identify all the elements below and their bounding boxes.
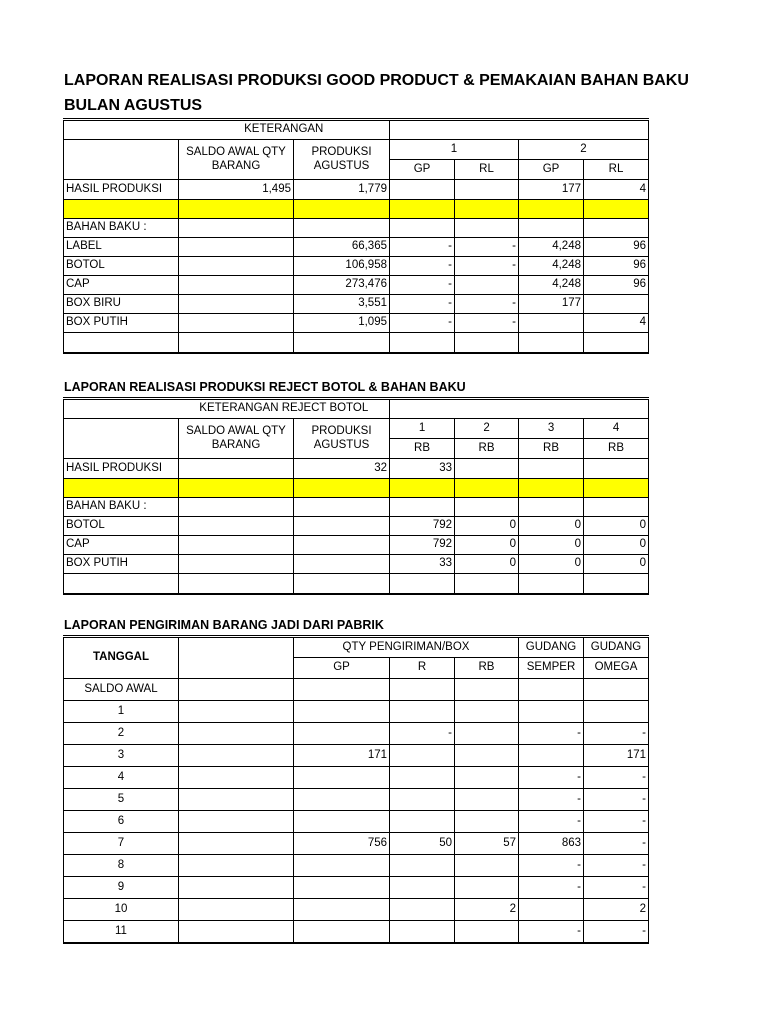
row-label: 2 bbox=[64, 723, 179, 745]
table-cell bbox=[390, 811, 455, 833]
table-cell: - bbox=[390, 257, 455, 276]
table-cell bbox=[390, 855, 455, 877]
table-cell: 2 bbox=[584, 899, 649, 921]
table-cell: 0 bbox=[519, 517, 584, 536]
table-row bbox=[64, 238, 649, 257]
table-cell: 171 bbox=[584, 745, 649, 767]
row-label: 10 bbox=[64, 899, 179, 921]
table-cell bbox=[455, 276, 519, 295]
table-cell: 177 bbox=[519, 180, 584, 200]
table-cell bbox=[455, 679, 519, 701]
report3-header-tanggal: TANGGAL bbox=[64, 637, 179, 679]
table-cell: 273,476 bbox=[294, 276, 390, 295]
table-row bbox=[64, 314, 649, 333]
table-cell bbox=[294, 517, 390, 536]
table-cell: - bbox=[519, 723, 584, 745]
report2-sub-header: RB bbox=[390, 439, 455, 459]
table-cell bbox=[179, 276, 294, 295]
table-cell bbox=[294, 767, 390, 789]
table-cell: 0 bbox=[455, 517, 519, 536]
table-cell: 2 bbox=[455, 899, 519, 921]
row-label: CAP bbox=[64, 276, 179, 295]
table-row bbox=[64, 877, 649, 899]
table-row bbox=[64, 855, 649, 877]
table-cell bbox=[179, 899, 294, 921]
table-cell: - bbox=[390, 276, 455, 295]
table-row bbox=[64, 811, 649, 833]
table-cell: - bbox=[519, 855, 584, 877]
report1-title: LAPORAN REALISASI PRODUKSI GOOD PRODUCT & PEMAKAIAN BAHAN BAKU bbox=[64, 72, 689, 89]
row-label: 7 bbox=[64, 833, 179, 855]
row-label: HASIL PRODUKSI bbox=[64, 180, 179, 200]
table-cell: 1,095 bbox=[294, 314, 390, 333]
report1-hasil-row bbox=[64, 180, 649, 200]
row-label: 6 bbox=[64, 811, 179, 833]
table-cell: 96 bbox=[584, 257, 649, 276]
table-cell bbox=[179, 459, 294, 479]
table-cell bbox=[179, 723, 294, 745]
table-cell: 57 bbox=[455, 833, 519, 855]
report2-group: 4 bbox=[584, 419, 649, 439]
report3-title: LAPORAN PENGIRIMAN BARANG JADI DARI PABRIK bbox=[64, 618, 384, 632]
table-cell: 171 bbox=[294, 745, 390, 767]
table-cell: 792 bbox=[390, 517, 455, 536]
table-cell: 50 bbox=[390, 833, 455, 855]
report2-bahan-label: BAHAN BAKU : bbox=[64, 498, 179, 517]
table-cell: 33 bbox=[390, 459, 455, 479]
table-cell: 1,495 bbox=[179, 180, 294, 200]
report3-header-gudang: GUDANG bbox=[519, 637, 584, 658]
row-label: 1 bbox=[64, 701, 179, 723]
table-cell bbox=[455, 877, 519, 899]
report2-header-keterangan: KETERANGAN REJECT BOTOL bbox=[179, 399, 390, 419]
report2-group: 3 bbox=[519, 419, 584, 439]
table-cell: - bbox=[584, 855, 649, 877]
report1-table bbox=[63, 118, 649, 354]
table-cell: - bbox=[390, 295, 455, 314]
table-cell bbox=[390, 701, 455, 723]
report1-header-saldo: SALDO AWAL QTY BARANG bbox=[179, 140, 294, 180]
row-label: 5 bbox=[64, 789, 179, 811]
table-cell: 4,248 bbox=[519, 238, 584, 257]
report3-table bbox=[63, 635, 649, 944]
row-label: BOTOL bbox=[64, 257, 179, 276]
row-label: CAP bbox=[64, 536, 179, 555]
table-cell: 863 bbox=[519, 833, 584, 855]
table-cell: - bbox=[390, 314, 455, 333]
table-cell bbox=[179, 745, 294, 767]
table-row bbox=[64, 536, 649, 555]
table-cell bbox=[390, 767, 455, 789]
table-cell bbox=[390, 789, 455, 811]
table-cell bbox=[519, 459, 584, 479]
report2-header-saldo: SALDO AWAL QTY BARANG bbox=[179, 419, 294, 459]
table-cell bbox=[455, 811, 519, 833]
report2-group: 1 bbox=[390, 419, 455, 439]
table-cell bbox=[179, 238, 294, 257]
table-cell: 3,551 bbox=[294, 295, 390, 314]
table-cell: - bbox=[455, 295, 519, 314]
table-cell bbox=[294, 855, 390, 877]
table-cell bbox=[584, 295, 649, 314]
table-cell bbox=[390, 877, 455, 899]
table-cell bbox=[179, 833, 294, 855]
row-label: BOTOL bbox=[64, 517, 179, 536]
table-cell: - bbox=[519, 921, 584, 943]
report1-sub-header: GP bbox=[519, 160, 584, 180]
report3-sub-header: SEMPER bbox=[519, 658, 584, 679]
row-label: HASIL PRODUKSI bbox=[64, 459, 179, 479]
report1-subtitle: BULAN AGUSTUS bbox=[64, 97, 203, 114]
table-cell bbox=[179, 789, 294, 811]
table-cell bbox=[179, 314, 294, 333]
table-cell bbox=[179, 855, 294, 877]
table-cell: - bbox=[455, 314, 519, 333]
table-cell: 1,779 bbox=[294, 180, 390, 200]
table-row bbox=[64, 276, 649, 295]
report3-header-gudang: GUDANG bbox=[584, 637, 649, 658]
row-label: 4 bbox=[64, 767, 179, 789]
report1-highlight-row bbox=[64, 200, 649, 219]
table-cell bbox=[584, 679, 649, 701]
table-cell bbox=[179, 877, 294, 899]
table-cell bbox=[179, 921, 294, 943]
report2-group: 2 bbox=[455, 419, 519, 439]
report1-sub-header: RL bbox=[455, 160, 519, 180]
table-row bbox=[64, 295, 649, 314]
table-cell bbox=[294, 921, 390, 943]
table-cell: - bbox=[584, 921, 649, 943]
table-cell bbox=[179, 517, 294, 536]
table-cell: 0 bbox=[455, 536, 519, 555]
report2-table bbox=[63, 397, 649, 595]
table-row bbox=[64, 257, 649, 276]
table-cell: - bbox=[455, 238, 519, 257]
row-label: BOX PUTIH bbox=[64, 314, 179, 333]
table-cell bbox=[294, 555, 390, 574]
table-cell: 4,248 bbox=[519, 276, 584, 295]
report2-hasil-row bbox=[64, 459, 649, 479]
table-row bbox=[64, 701, 649, 723]
table-cell: 177 bbox=[519, 295, 584, 314]
table-cell bbox=[519, 745, 584, 767]
table-row bbox=[64, 745, 649, 767]
table-cell bbox=[390, 180, 455, 200]
report1-group-2: 2 bbox=[519, 140, 649, 160]
table-cell bbox=[519, 679, 584, 701]
table-cell: 792 bbox=[390, 536, 455, 555]
table-cell: - bbox=[519, 789, 584, 811]
table-cell bbox=[179, 767, 294, 789]
table-cell bbox=[179, 701, 294, 723]
report1-header-produksi: PRODUKSI AGUSTUS bbox=[294, 140, 390, 180]
table-cell: 0 bbox=[584, 517, 649, 536]
table-cell: 66,365 bbox=[294, 238, 390, 257]
row-label: LABEL bbox=[64, 238, 179, 257]
table-cell bbox=[455, 459, 519, 479]
report2-sub-header: RB bbox=[584, 439, 649, 459]
table-cell bbox=[179, 555, 294, 574]
table-cell: - bbox=[455, 257, 519, 276]
table-row bbox=[64, 723, 649, 745]
table-cell bbox=[455, 723, 519, 745]
table-row bbox=[64, 921, 649, 943]
table-cell: - bbox=[584, 811, 649, 833]
report2-sub-header: RB bbox=[455, 439, 519, 459]
table-cell: 96 bbox=[584, 238, 649, 257]
table-cell bbox=[455, 701, 519, 723]
table-cell: 96 bbox=[584, 276, 649, 295]
table-cell: - bbox=[584, 789, 649, 811]
table-cell: - bbox=[519, 811, 584, 833]
table-cell bbox=[455, 855, 519, 877]
report1-bahan-label: BAHAN BAKU : bbox=[64, 219, 179, 238]
report2-title: LAPORAN REALISASI PRODUKSI REJECT BOTOL & BAHAN BAKU bbox=[64, 380, 466, 394]
table-cell: - bbox=[584, 767, 649, 789]
report2-header-produksi: PRODUKSI AGUSTUS bbox=[294, 419, 390, 459]
table-cell: 0 bbox=[584, 536, 649, 555]
row-label: 9 bbox=[64, 877, 179, 899]
table-cell bbox=[519, 899, 584, 921]
table-row bbox=[64, 517, 649, 536]
table-cell: - bbox=[390, 238, 455, 257]
table-cell bbox=[294, 789, 390, 811]
table-cell bbox=[390, 921, 455, 943]
report3-sub-header: GP bbox=[294, 658, 390, 679]
table-cell bbox=[294, 701, 390, 723]
table-cell bbox=[519, 314, 584, 333]
table-cell bbox=[294, 811, 390, 833]
table-cell bbox=[519, 701, 584, 723]
table-cell bbox=[455, 767, 519, 789]
table-row bbox=[64, 833, 649, 855]
row-label: SALDO AWAL bbox=[64, 679, 179, 701]
table-cell: - bbox=[390, 723, 455, 745]
report1-sub-header: RL bbox=[584, 160, 649, 180]
table-row bbox=[64, 767, 649, 789]
table-cell: 756 bbox=[294, 833, 390, 855]
table-cell bbox=[390, 899, 455, 921]
row-label: 3 bbox=[64, 745, 179, 767]
report3-header-qty: QTY PENGIRIMAN/BOX bbox=[294, 637, 519, 658]
table-cell: 4,248 bbox=[519, 257, 584, 276]
row-label: 8 bbox=[64, 855, 179, 877]
table-cell bbox=[584, 459, 649, 479]
report2-sub-header: RB bbox=[519, 439, 584, 459]
table-cell: - bbox=[519, 767, 584, 789]
table-cell: 0 bbox=[455, 555, 519, 574]
table-cell bbox=[179, 536, 294, 555]
table-cell bbox=[179, 811, 294, 833]
table-cell: - bbox=[519, 877, 584, 899]
table-cell bbox=[584, 701, 649, 723]
table-cell bbox=[455, 745, 519, 767]
table-cell: 0 bbox=[519, 536, 584, 555]
table-cell: - bbox=[584, 723, 649, 745]
table-cell: 4 bbox=[584, 314, 649, 333]
table-cell bbox=[179, 679, 294, 701]
table-cell bbox=[294, 723, 390, 745]
row-label: 11 bbox=[64, 921, 179, 943]
table-cell bbox=[294, 877, 390, 899]
row-label: BOX PUTIH bbox=[64, 555, 179, 574]
table-cell bbox=[179, 295, 294, 314]
report3-sub-header: R bbox=[390, 658, 455, 679]
table-cell bbox=[455, 921, 519, 943]
table-cell bbox=[455, 180, 519, 200]
table-row bbox=[64, 789, 649, 811]
table-cell bbox=[294, 679, 390, 701]
table-cell bbox=[390, 745, 455, 767]
table-cell: 32 bbox=[294, 459, 390, 479]
table-cell: - bbox=[584, 833, 649, 855]
table-cell: 33 bbox=[390, 555, 455, 574]
table-cell: 0 bbox=[584, 555, 649, 574]
report3-sub-header: OMEGA bbox=[584, 658, 649, 679]
table-row bbox=[64, 679, 649, 701]
report2-highlight-row bbox=[64, 479, 649, 498]
table-cell bbox=[294, 536, 390, 555]
table-cell bbox=[294, 899, 390, 921]
table-cell: 0 bbox=[519, 555, 584, 574]
table-row bbox=[64, 555, 649, 574]
report3-sub-header: RB bbox=[455, 658, 519, 679]
table-cell: 106,958 bbox=[294, 257, 390, 276]
table-row bbox=[64, 899, 649, 921]
table-cell: - bbox=[584, 877, 649, 899]
report1-sub-header: GP bbox=[390, 160, 455, 180]
table-cell: 4 bbox=[584, 180, 649, 200]
row-label: BOX BIRU bbox=[64, 295, 179, 314]
report1-group-1: 1 bbox=[390, 140, 519, 160]
table-cell bbox=[455, 789, 519, 811]
table-cell bbox=[179, 257, 294, 276]
report1-header-keterangan: KETERANGAN bbox=[179, 120, 390, 140]
table-cell bbox=[390, 679, 455, 701]
